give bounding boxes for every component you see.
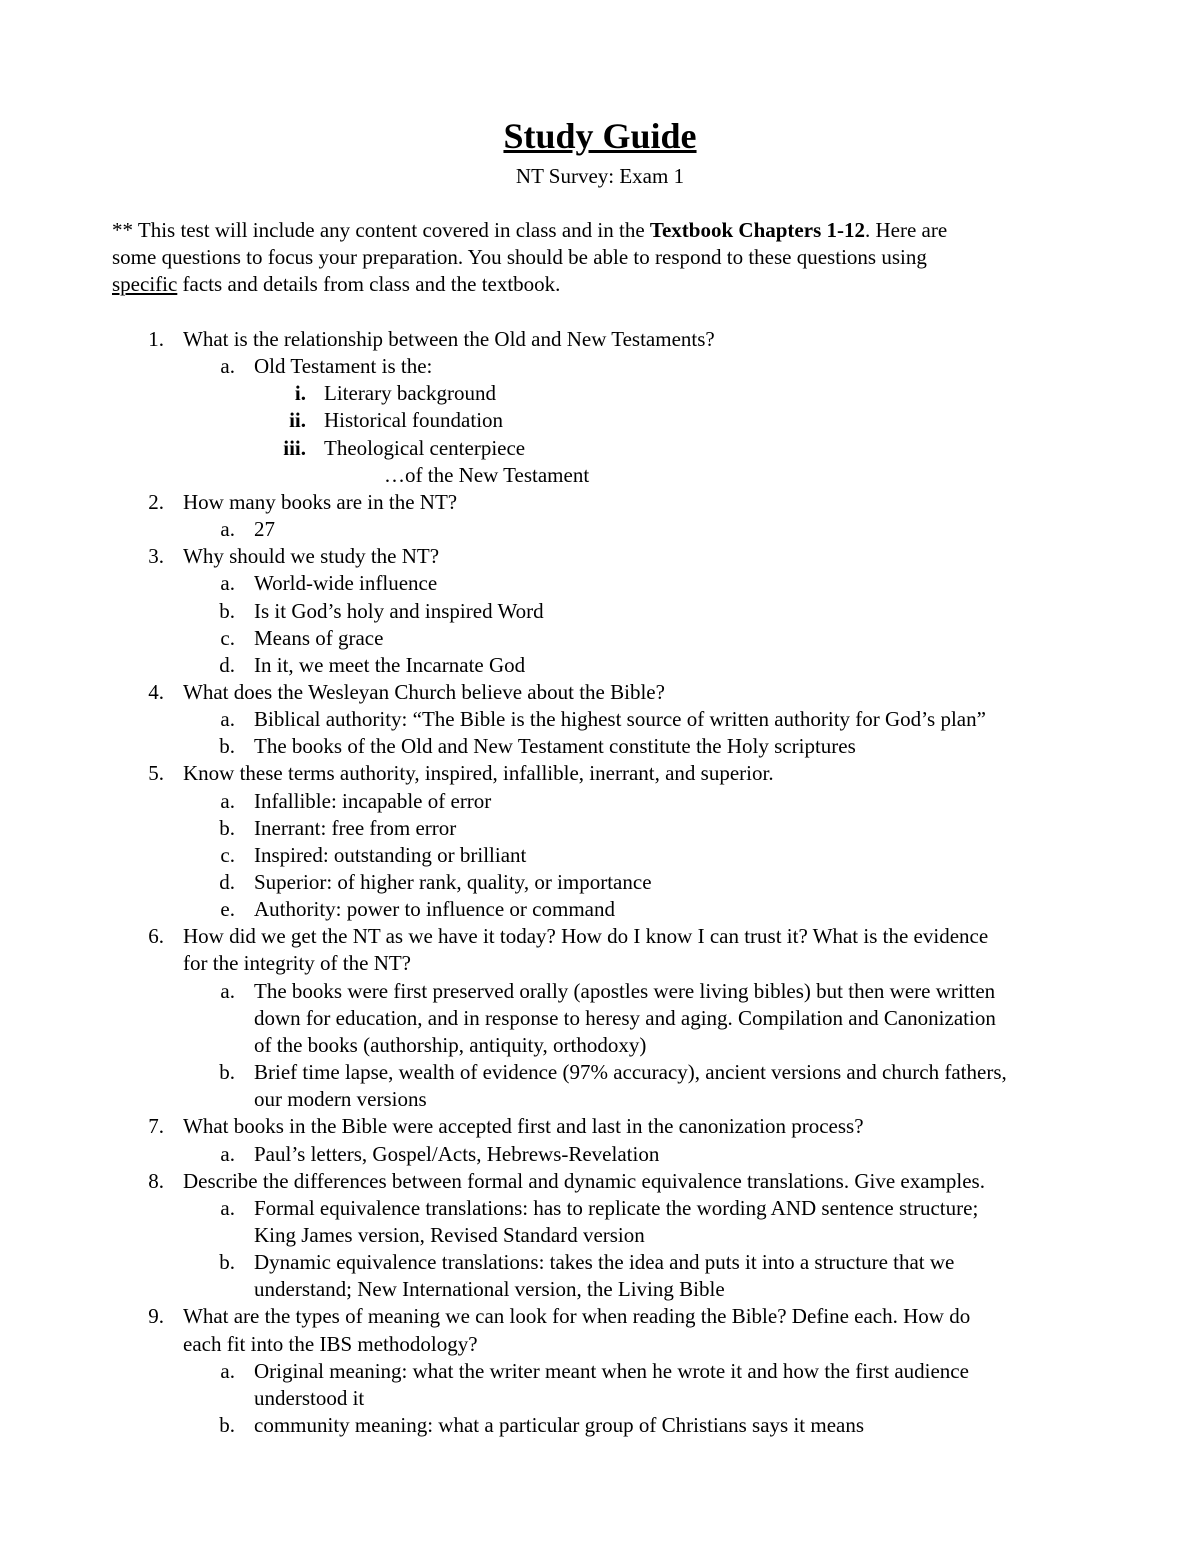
outline-marker: b. <box>219 1250 235 1274</box>
answer-text: community meaning: what a particular group of Christians says it means <box>254 1413 865 1437</box>
outline-marker: d. <box>219 653 235 677</box>
intro-line1-rest: . Here are <box>864 218 948 242</box>
answer-text: Literary background <box>324 381 497 405</box>
answer-text: Old Testament is the: <box>254 354 433 378</box>
outline-marker: a. <box>220 1196 235 1220</box>
outline-marker: 3. <box>148 544 164 568</box>
intro-specific: specific <box>112 272 178 296</box>
question-text: What are the types of meaning we can look for when reading the Bible? Define each. How do <box>183 1304 971 1328</box>
outline-marker: e. <box>220 897 235 921</box>
outline-marker: a. <box>220 517 235 541</box>
answer-text: understand; New International version, the Living Bible <box>254 1277 725 1301</box>
outline-marker: b. <box>219 734 235 758</box>
question-text: What books in the Bible were accepted first and last in the canonization process? <box>183 1114 864 1138</box>
question-text: Know these terms authority, inspired, infallible, inerrant, and superior. <box>183 761 774 785</box>
answer-text: Means of grace <box>254 626 384 650</box>
outline-marker: a. <box>220 1359 235 1383</box>
answer-text: down for education, and in response to heresy and aging. Compilation and Canonization <box>254 1006 996 1030</box>
answer-text: Paul’s letters, Gospel/Acts, Hebrews-Revelation <box>254 1142 660 1166</box>
answer-text: Authority: power to influence or command <box>254 897 615 921</box>
outline-marker: c. <box>220 626 235 650</box>
intro-line3-rest: facts and details from class and the textbook. <box>177 272 561 296</box>
answer-text: Dynamic equivalence translations: takes the idea and puts it into a structure that we <box>254 1250 955 1274</box>
answer-text: …of the New Testament <box>384 463 590 487</box>
outline-marker: b. <box>219 1413 235 1437</box>
outline-marker: a. <box>220 789 235 813</box>
answer-text: understood it <box>254 1386 365 1410</box>
page-title: Study Guide <box>503 116 697 156</box>
answer-text: World-wide influence <box>254 571 438 595</box>
outline-marker: d. <box>219 870 235 894</box>
outline-marker: 5. <box>148 761 164 785</box>
outline-marker: a. <box>220 571 235 595</box>
outline-marker: a. <box>220 979 235 1003</box>
answer-text: Superior: of higher rank, quality, or importance <box>254 870 652 894</box>
outline-marker: iii. <box>283 436 306 460</box>
outline-marker: 6. <box>148 924 164 948</box>
outline-marker: b. <box>219 599 235 623</box>
question-text: What does the Wesleyan Church believe about the Bible? <box>183 680 665 704</box>
intro-textbook-chapters: Textbook Chapters 1-12 <box>649 218 865 242</box>
answer-text: 27 <box>254 517 275 541</box>
outline-marker: b. <box>219 1060 235 1084</box>
outline-marker: ii. <box>289 408 306 432</box>
question-text: Describe the differences between formal and dynamic equivalence translations. Give examples. <box>183 1169 985 1193</box>
question-text: What is the relationship between the Old and New Testaments? <box>183 327 715 351</box>
question-text: How did we get the NT as we have it today? How do I know I can trust it? What is the evidence <box>183 924 989 948</box>
outline-marker: i. <box>294 381 306 405</box>
answer-text: Inspired: outstanding or brilliant <box>254 843 527 867</box>
outline-marker: b. <box>219 816 235 840</box>
answer-text: Original meaning: what the writer meant when he wrote it and how the first audience <box>254 1359 969 1383</box>
answer-text: Theological centerpiece <box>324 436 526 460</box>
outline-marker: 8. <box>148 1169 164 1193</box>
question-text: each fit into the IBS methodology? <box>183 1332 478 1356</box>
answer-text: Is it God’s holy and inspired Word <box>254 599 544 623</box>
intro-line2: some questions to focus your preparation. You should be able to respond to these questions using <box>112 245 927 269</box>
answer-text: In it, we meet the Incarnate God <box>254 653 526 677</box>
answer-text: Infallible: incapable of error <box>254 789 492 813</box>
answer-text: The books were first preserved orally (apostles were living bibles) but then were written <box>254 979 996 1003</box>
outline-marker: 4. <box>148 680 164 704</box>
question-text: for the integrity of the NT? <box>183 951 412 975</box>
answer-text: our modern versions <box>254 1087 427 1111</box>
answer-text: The books of the Old and New Testament constitute the Holy scriptures <box>254 734 856 758</box>
intro-prefix: ** This test will include any content covered in class and in the <box>112 218 650 242</box>
outline-marker: a. <box>220 354 235 378</box>
outline-marker: c. <box>220 843 235 867</box>
intro-paragraph <box>112 217 1087 298</box>
answer-text: Inerrant: free from error <box>254 816 457 840</box>
question-text: How many books are in the NT? <box>183 490 458 514</box>
outline-marker: 1. <box>148 327 164 351</box>
answer-text: Biblical authority: “The Bible is the highest source of written authority for God’s plan” <box>254 707 986 731</box>
answer-text: of the books (authorship, antiquity, orthodoxy) <box>254 1033 647 1057</box>
outline-marker: a. <box>220 707 235 731</box>
answer-text: Brief time lapse, wealth of evidence (97% accuracy), ancient versions and church fathers, <box>254 1060 1007 1084</box>
answer-text: Formal equivalence translations: has to replicate the wording AND sentence structure; <box>254 1196 979 1220</box>
outline-marker: 9. <box>148 1304 164 1328</box>
page-subtitle: NT Survey: Exam 1 <box>515 164 685 188</box>
outline-marker: 7. <box>148 1114 164 1138</box>
outline-marker: a. <box>220 1142 235 1166</box>
question-text: Why should we study the NT? <box>183 544 440 568</box>
answer-text: Historical foundation <box>324 408 504 432</box>
outline-marker: 2. <box>148 490 164 514</box>
answer-text: King James version, Revised Standard version <box>254 1223 645 1247</box>
